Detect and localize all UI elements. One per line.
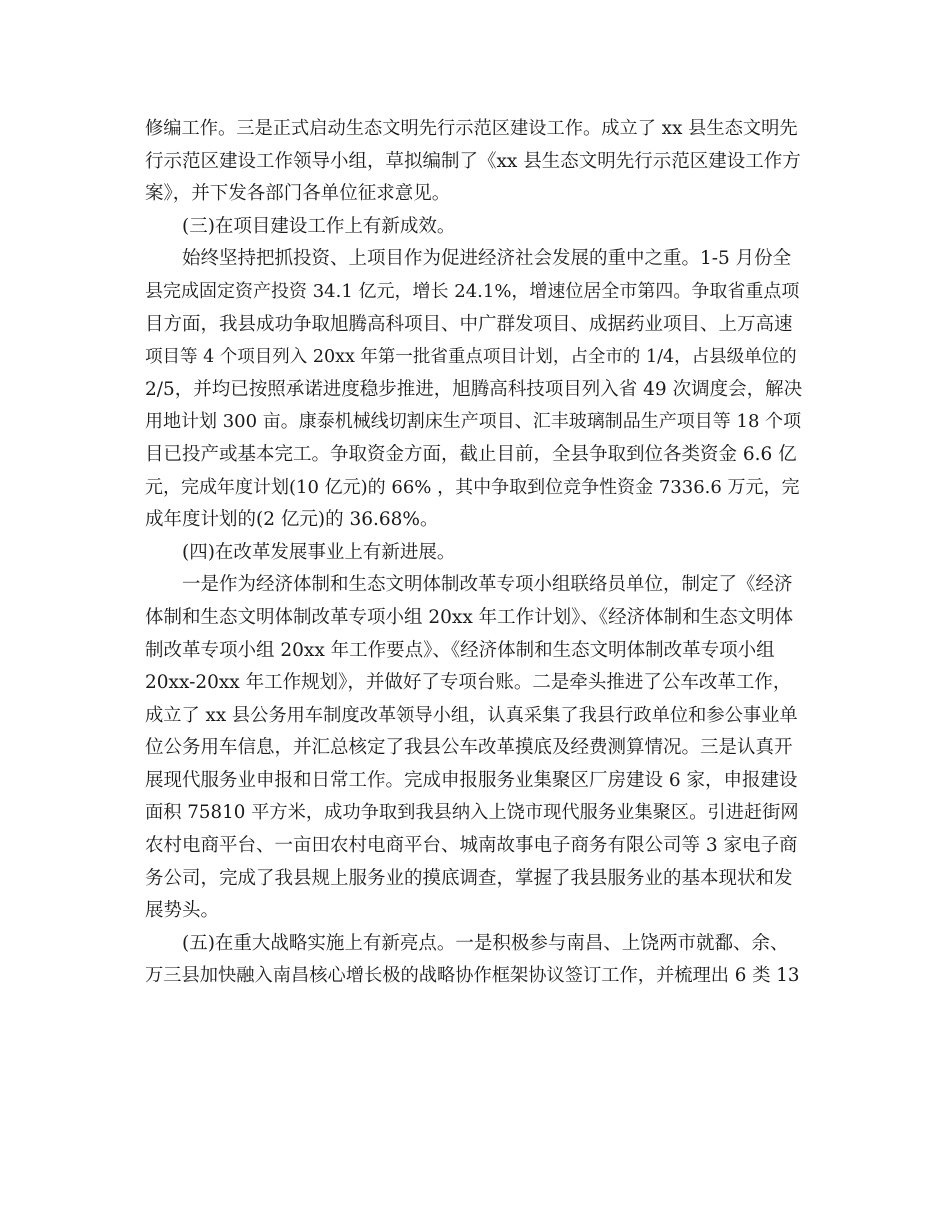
text-line: 成立了 xx 县公务用车制度改革领导小组，认真采集了我县行政单位和参公事业单 <box>145 704 798 726</box>
text-line: 用地计划 300 亩。康泰机械线切割床生产项目、汇丰玻璃制品生产项目等 18 个项 <box>145 411 802 433</box>
document-body <box>145 113 805 993</box>
text-line: 目已投产或基本完工。争取资金方面，截止目前，全县争取到位各类资金 6.6 亿 <box>145 443 797 465</box>
text-line: 制改革专项小组 20xx 年工作要点》、《经济体制和生态文明体制改革专项小组 <box>145 639 775 661</box>
text-line: 面积 75810 平方米，成功争取到我县纳入上饶市现代服务业集聚区。引进赶街网 <box>145 802 799 824</box>
text-line: 展现代服务业申报和日常工作。完成申报服务业集聚区厂房建设 6 家，申报建设 <box>145 769 798 791</box>
text-line: 县完成固定资产投资 34.1 亿元，增长 24.1%，增速位居全市第四。争取省重点项 <box>145 280 800 302</box>
text-line: 2/5，并均已按照承诺进度稳步推进，旭腾高科技项目列入省 49 次调度会，解决 <box>145 378 803 400</box>
text-line: 始终坚持把抓投资、上项目作为促进经济社会发展的重中之重。1-5 月份全 <box>145 248 792 270</box>
section-heading: (五)在重大战略实施上有新亮点。一是积极参与南昌、上饶两市就鄱、余、 <box>145 932 789 954</box>
text-line: 修编工作。三是正式启动生态文明先行示范区建设工作。成立了 xx 县生态文明先 <box>145 118 798 139</box>
text-line: 展势头。 <box>145 900 220 922</box>
text-line: 案》，并下发各部门各单位征求意见。 <box>145 183 451 205</box>
section-heading: (四)在改革发展事业上有新进展。 <box>145 541 456 563</box>
text-line: 元，完成年度计划(10 亿元)的 66% ，其中争取到位竞争性资金 7336.6 万元，完 <box>145 476 800 498</box>
text-line: 务公司，完成了我县规上服务业的摸底调查，掌握了我县服务业的基本现状和发 <box>145 867 793 889</box>
section-heading: (三)在项目建设工作上有新成效。 <box>145 215 456 237</box>
text-line: 万三县加快融入南昌核心增长极的战略协作框架协议签订工作，并梳理出 6 类 13 <box>145 965 800 987</box>
text-line: 项目等 4 个项目列入 20xx 年第一批省重点项目计划，占全市的 1/4，占县级单位的 <box>145 347 797 368</box>
text-line: 体制和生态文明体制改革专项小组 20xx 年工作计划》、《经济体制和生态文明体 <box>145 606 794 628</box>
text-line: 位公务用车信息，并汇总核定了我县公车改革摸底及经费测算情况。三是认真开 <box>145 737 793 759</box>
text-line: 一是作为经济体制和生态文明体制改革专项小组联络员单位，制定了《经济 <box>145 574 793 596</box>
text-line: 20xx-20xx 年工作规划》，并做好了专项台账。二是牵头推进了公车改革工作， <box>145 672 792 694</box>
text-line: 目方面，我县成功争取旭腾高科项目、中广群发项目、成据药业项目、上万高速 <box>145 313 793 335</box>
text-line: 成年度计划的(2 亿元)的 36.68%。 <box>145 509 439 531</box>
text-line: 行示范区建设工作领导小组，草拟编制了《xx 县生态文明先行示范区建设工作方 <box>145 150 801 172</box>
text-line: 农村电商平台、一亩田农村电商平台、城南故事电子商务有限公司等 3 家电子商 <box>145 835 798 857</box>
